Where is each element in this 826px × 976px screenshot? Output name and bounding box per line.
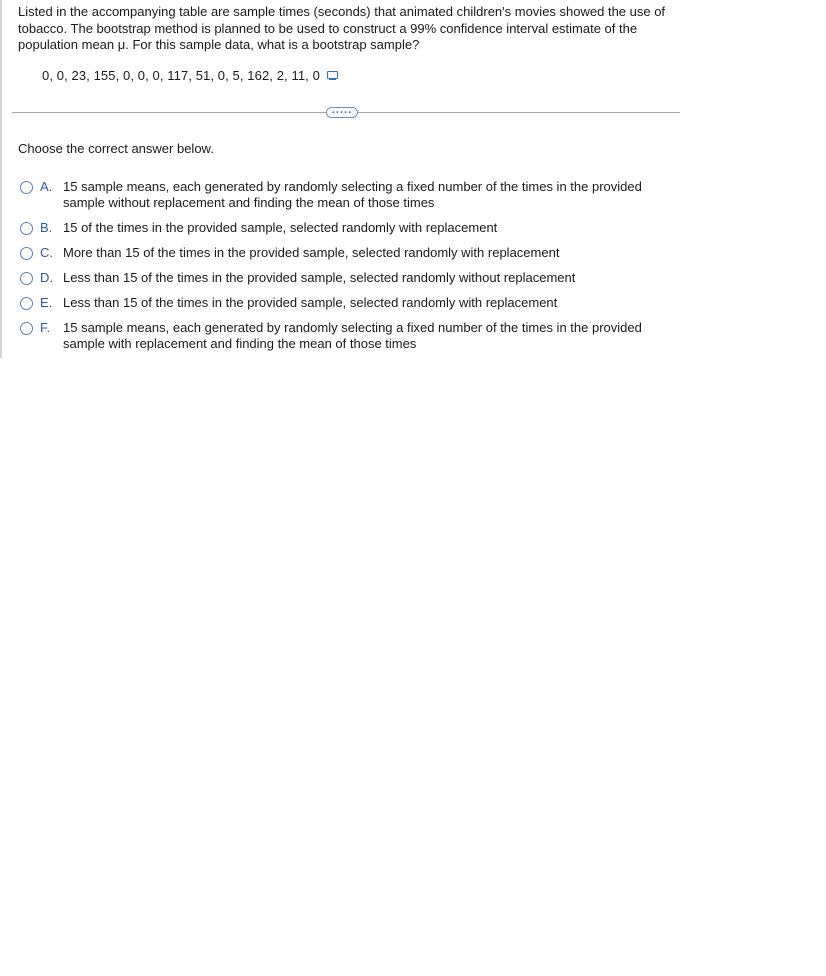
option-text: Less than 15 of the times in the provided sample, selected randomly without replacement bbox=[63, 270, 576, 285]
radio-button[interactable] bbox=[20, 247, 33, 260]
radio-button[interactable] bbox=[20, 272, 33, 285]
option-letter: F. bbox=[40, 320, 51, 335]
option-text: More than 15 of the times in the provided sample, selected randomly with replacement bbox=[63, 245, 560, 260]
option-text: 15 sample means, each generated by randomly selecting a fixed number of the times in the provided sample with replacement and finding the mean of those times bbox=[63, 320, 642, 351]
sample-data-values: 0, 0, 23, 155, 0, 0, 0, 117, 51, 0, 5, 162, 2, 11, 0 bbox=[42, 67, 320, 83]
option-letter: D. bbox=[40, 270, 53, 285]
more-dots-icon: ..... bbox=[331, 104, 353, 116]
answer-option-b[interactable] bbox=[18, 220, 658, 236]
answer-option-a[interactable] bbox=[18, 179, 658, 211]
answer-option-f[interactable] bbox=[18, 320, 658, 352]
radio-button[interactable] bbox=[20, 222, 33, 235]
option-text: 15 sample means, each generated by randomly selecting a fixed number of the times in the provided sample without replacement and finding the mean of those times bbox=[63, 179, 642, 210]
option-letter: E. bbox=[40, 295, 53, 310]
answer-option-d[interactable] bbox=[18, 270, 658, 286]
left-border bbox=[0, 0, 2, 358]
option-letter: B. bbox=[40, 220, 53, 235]
option-letter: A. bbox=[40, 179, 53, 194]
option-text: Less than 15 of the times in the provided sample, selected randomly with replacement bbox=[63, 295, 558, 310]
answer-instruction: Choose the correct answer below. bbox=[18, 141, 214, 156]
expand-button[interactable] bbox=[326, 104, 358, 118]
radio-button[interactable] bbox=[20, 181, 33, 194]
answer-option-e[interactable] bbox=[18, 295, 658, 311]
radio-button[interactable] bbox=[20, 297, 33, 310]
sample-data-row bbox=[42, 66, 339, 84]
answer-option-c[interactable] bbox=[18, 245, 658, 261]
option-letter: C. bbox=[40, 245, 53, 260]
option-text: 15 of the times in the provided sample, selected randomly with replacement bbox=[63, 220, 498, 235]
radio-button[interactable] bbox=[20, 322, 33, 335]
question-text: Listed in the accompanying table are sample times (seconds) that animated children's movies showed the use of tobacco. The bootstrap method is planned to be used to construct a 99% confidence interval estimate of the population mean μ. For this sample data, what is a bootstrap sample? bbox=[18, 4, 666, 52]
data-table-icon[interactable] bbox=[326, 70, 339, 81]
